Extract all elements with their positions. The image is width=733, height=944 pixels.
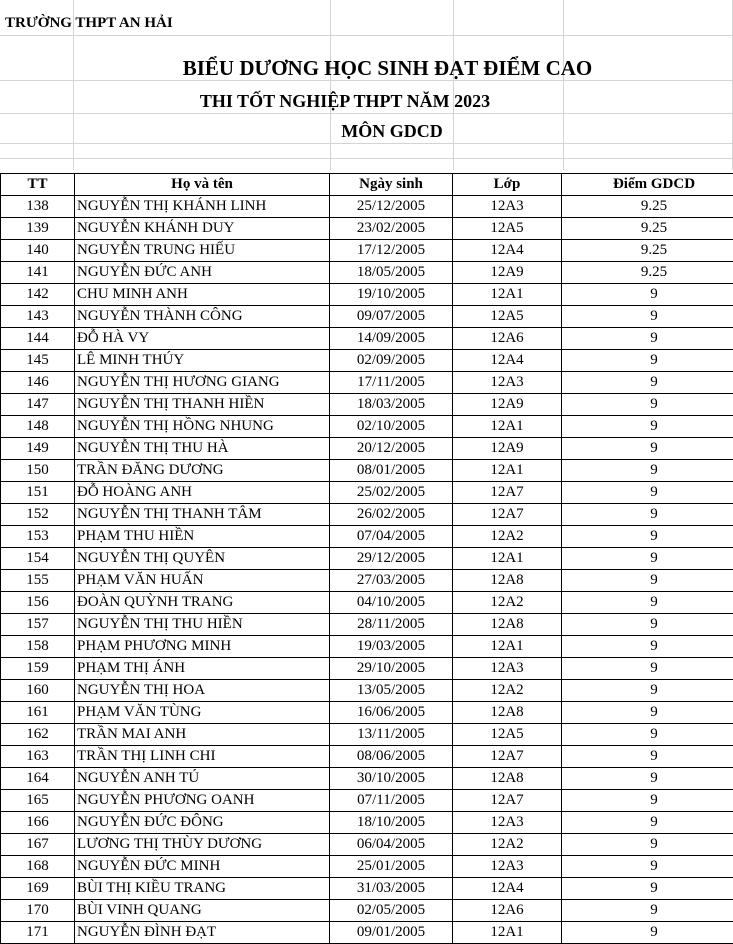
cell-score: 9.25 — [562, 218, 733, 240]
table-row — [1, 460, 733, 482]
table-row — [1, 790, 733, 812]
cell-name: CHU MINH ANH — [75, 284, 330, 306]
cell-name: BÙI THỊ KIỀU TRANG — [75, 878, 330, 900]
table-row — [1, 658, 733, 680]
cell-name: NGUYỄN THÀNH CÔNG — [75, 306, 330, 328]
cell-name: PHẠM THU HIỀN — [75, 526, 330, 548]
cell-score: 9 — [562, 768, 733, 790]
cell-tt: 138 — [1, 196, 75, 218]
cell-tt: 168 — [1, 856, 75, 878]
cell-dob: 02/05/2005 — [330, 900, 453, 922]
cell-name: ĐOÀN QUỲNH TRANG — [75, 592, 330, 614]
cell-score: 9 — [562, 570, 733, 592]
cell-tt: 165 — [1, 790, 75, 812]
cell-name: NGUYỄN ANH TÚ — [75, 768, 330, 790]
cell-tt: 140 — [1, 240, 75, 262]
cell-dob: 06/04/2005 — [330, 834, 453, 856]
table-row — [1, 922, 733, 944]
cell-tt: 142 — [1, 284, 75, 306]
cell-dob: 16/06/2005 — [330, 702, 453, 724]
cell-score: 9 — [562, 680, 733, 702]
cell-score: 9 — [562, 702, 733, 724]
cell-dob: 17/11/2005 — [330, 372, 453, 394]
cell-name: PHẠM THỊ ÁNH — [75, 658, 330, 680]
cell-tt: 170 — [1, 900, 75, 922]
cell-score: 9.25 — [562, 240, 733, 262]
document-subtitle: THI TỐT NGHIỆP THPT NĂM 2023 — [0, 91, 690, 112]
cell-class: 12A7 — [453, 504, 562, 526]
cell-tt: 139 — [1, 218, 75, 240]
column-header-class: Lớp — [453, 174, 562, 196]
cell-score: 9 — [562, 834, 733, 856]
cell-tt: 152 — [1, 504, 75, 526]
school-name: TRƯỜNG THPT AN HẢI — [5, 15, 173, 32]
column-header-score: Điểm GDCD — [562, 174, 733, 196]
cell-class: 12A2 — [453, 834, 562, 856]
cell-name: ĐỖ HÀ VY — [75, 328, 330, 350]
cell-class: 12A2 — [453, 526, 562, 548]
cell-class: 12A1 — [453, 284, 562, 306]
cell-score: 9 — [562, 526, 733, 548]
cell-tt: 171 — [1, 922, 75, 944]
table-row — [1, 614, 733, 636]
cell-name: NGUYỄN PHƯƠNG OANH — [75, 790, 330, 812]
cell-tt: 169 — [1, 878, 75, 900]
cell-class: 12A4 — [453, 350, 562, 372]
cell-tt: 149 — [1, 438, 75, 460]
table-row — [1, 900, 733, 922]
cell-dob: 07/04/2005 — [330, 526, 453, 548]
cell-name: NGUYỄN THỊ HOA — [75, 680, 330, 702]
cell-class: 12A8 — [453, 702, 562, 724]
table-row — [1, 482, 733, 504]
cell-dob: 31/03/2005 — [330, 878, 453, 900]
table-row — [1, 240, 733, 262]
cell-class: 12A4 — [453, 878, 562, 900]
cell-score: 9 — [562, 812, 733, 834]
cell-tt: 143 — [1, 306, 75, 328]
table-row — [1, 834, 733, 856]
table-row — [1, 372, 733, 394]
cell-dob: 27/03/2005 — [330, 570, 453, 592]
cell-tt: 161 — [1, 702, 75, 724]
cell-name: BÙI VINH QUANG — [75, 900, 330, 922]
cell-dob: 17/12/2005 — [330, 240, 453, 262]
cell-tt: 158 — [1, 636, 75, 658]
cell-class: 12A7 — [453, 790, 562, 812]
cell-name: LÊ MINH THÚY — [75, 350, 330, 372]
cell-tt: 162 — [1, 724, 75, 746]
cell-class: 12A8 — [453, 570, 562, 592]
cell-tt: 156 — [1, 592, 75, 614]
cell-dob: 25/02/2005 — [330, 482, 453, 504]
cell-score: 9 — [562, 504, 733, 526]
cell-dob: 18/05/2005 — [330, 262, 453, 284]
table-row — [1, 504, 733, 526]
table-row — [1, 548, 733, 570]
cell-dob: 30/10/2005 — [330, 768, 453, 790]
cell-dob: 02/10/2005 — [330, 416, 453, 438]
cell-name: TRẦN ĐĂNG DƯƠNG — [75, 460, 330, 482]
cell-class: 12A6 — [453, 900, 562, 922]
table-row — [1, 526, 733, 548]
cell-score: 9 — [562, 878, 733, 900]
cell-name: ĐỖ HOÀNG ANH — [75, 482, 330, 504]
cell-score: 9 — [562, 636, 733, 658]
cell-class: 12A3 — [453, 812, 562, 834]
cell-name: NGUYỄN THỊ THANH HIỀN — [75, 394, 330, 416]
table-row — [1, 592, 733, 614]
cell-name: NGUYỄN TRUNG HIẾU — [75, 240, 330, 262]
cell-score: 9 — [562, 856, 733, 878]
cell-name: NGUYỄN THỊ THU HIỀN — [75, 614, 330, 636]
cell-score: 9 — [562, 614, 733, 636]
cell-tt: 145 — [1, 350, 75, 372]
cell-tt: 146 — [1, 372, 75, 394]
cell-name: NGUYỄN ĐỨC ĐÔNG — [75, 812, 330, 834]
cell-tt: 153 — [1, 526, 75, 548]
cell-class: 12A1 — [453, 548, 562, 570]
table-row — [1, 636, 733, 658]
cell-tt: 151 — [1, 482, 75, 504]
cell-name: TRẦN THỊ LINH CHI — [75, 746, 330, 768]
table-row — [1, 680, 733, 702]
table-row — [1, 878, 733, 900]
cell-class: 12A9 — [453, 262, 562, 284]
cell-class: 12A3 — [453, 658, 562, 680]
cell-tt: 148 — [1, 416, 75, 438]
cell-name: NGUYỄN ĐỨC ANH — [75, 262, 330, 284]
cell-dob: 18/10/2005 — [330, 812, 453, 834]
table-header-row — [1, 174, 733, 196]
cell-name: NGUYỄN THỊ KHÁNH LINH — [75, 196, 330, 218]
cell-name: NGUYỄN ĐÌNH ĐẠT — [75, 922, 330, 944]
cell-score: 9 — [562, 416, 733, 438]
cell-dob: 25/01/2005 — [330, 856, 453, 878]
cell-dob: 26/02/2005 — [330, 504, 453, 526]
document-title: BIỂU DƯƠNG HỌC SINH ĐẠT ĐIỂM CAO — [0, 56, 733, 81]
cell-class: 12A3 — [453, 372, 562, 394]
cell-dob: 02/09/2005 — [330, 350, 453, 372]
table-row — [1, 394, 733, 416]
column-header-name: Họ và tên — [75, 174, 330, 196]
table-row — [1, 702, 733, 724]
cell-score: 9 — [562, 746, 733, 768]
cell-tt: 167 — [1, 834, 75, 856]
cell-score: 9 — [562, 658, 733, 680]
cell-dob: 08/01/2005 — [330, 460, 453, 482]
cell-name: NGUYỄN ĐỨC MINH — [75, 856, 330, 878]
cell-dob: 08/06/2005 — [330, 746, 453, 768]
table-row — [1, 570, 733, 592]
table-row — [1, 856, 733, 878]
cell-score: 9 — [562, 482, 733, 504]
cell-dob: 19/10/2005 — [330, 284, 453, 306]
cell-name: TRẦN MAI ANH — [75, 724, 330, 746]
cell-tt: 147 — [1, 394, 75, 416]
cell-class: 12A8 — [453, 768, 562, 790]
cell-class: 12A7 — [453, 482, 562, 504]
cell-name: LƯƠNG THỊ THÙY DƯƠNG — [75, 834, 330, 856]
cell-dob: 29/10/2005 — [330, 658, 453, 680]
cell-tt: 154 — [1, 548, 75, 570]
table-row — [1, 724, 733, 746]
cell-tt: 160 — [1, 680, 75, 702]
cell-tt: 166 — [1, 812, 75, 834]
cell-name: NGUYỄN THỊ QUYÊN — [75, 548, 330, 570]
cell-class: 12A1 — [453, 416, 562, 438]
cell-class: 12A5 — [453, 218, 562, 240]
cell-class: 12A6 — [453, 328, 562, 350]
cell-dob: 13/11/2005 — [330, 724, 453, 746]
table-row — [1, 306, 733, 328]
cell-dob: 07/11/2005 — [330, 790, 453, 812]
cell-dob: 20/12/2005 — [330, 438, 453, 460]
score-table — [0, 173, 733, 944]
cell-tt: 157 — [1, 614, 75, 636]
cell-class: 12A7 — [453, 746, 562, 768]
cell-score: 9 — [562, 372, 733, 394]
subject-title: MÔN GDCD — [0, 121, 733, 142]
table-row — [1, 284, 733, 306]
cell-dob: 18/03/2005 — [330, 394, 453, 416]
cell-name: NGUYỄN THỊ HƯƠNG GIANG — [75, 372, 330, 394]
cell-class: 12A5 — [453, 724, 562, 746]
cell-class: 12A1 — [453, 460, 562, 482]
cell-score: 9 — [562, 350, 733, 372]
table-row — [1, 438, 733, 460]
cell-class: 12A1 — [453, 636, 562, 658]
table-row — [1, 812, 733, 834]
table-row — [1, 218, 733, 240]
column-header-dob: Ngày sinh — [330, 174, 453, 196]
cell-score: 9 — [562, 922, 733, 944]
table-row — [1, 746, 733, 768]
table-row — [1, 768, 733, 790]
cell-score: 9 — [562, 548, 733, 570]
table-row — [1, 416, 733, 438]
cell-dob: 09/01/2005 — [330, 922, 453, 944]
cell-tt: 159 — [1, 658, 75, 680]
cell-score: 9 — [562, 438, 733, 460]
cell-score: 9 — [562, 460, 733, 482]
cell-name: NGUYỄN KHÁNH DUY — [75, 218, 330, 240]
cell-score: 9 — [562, 328, 733, 350]
cell-dob: 23/02/2005 — [330, 218, 453, 240]
cell-score: 9.25 — [562, 262, 733, 284]
cell-name: PHẠM PHƯƠNG MINH — [75, 636, 330, 658]
cell-name: PHẠM VĂN HUẤN — [75, 570, 330, 592]
table-row — [1, 328, 733, 350]
cell-class: 12A3 — [453, 856, 562, 878]
table-row — [1, 196, 733, 218]
cell-score: 9 — [562, 394, 733, 416]
cell-dob: 19/03/2005 — [330, 636, 453, 658]
cell-name: NGUYỄN THỊ THU HÀ — [75, 438, 330, 460]
cell-score: 9 — [562, 900, 733, 922]
cell-score: 9 — [562, 790, 733, 812]
cell-score: 9 — [562, 306, 733, 328]
table-row — [1, 350, 733, 372]
column-header-tt: TT — [1, 174, 75, 196]
cell-score: 9.25 — [562, 196, 733, 218]
cell-class: 12A9 — [453, 438, 562, 460]
cell-class: 12A4 — [453, 240, 562, 262]
cell-name: PHẠM VĂN TÙNG — [75, 702, 330, 724]
cell-tt: 150 — [1, 460, 75, 482]
cell-dob: 25/12/2005 — [330, 196, 453, 218]
table-body — [1, 196, 733, 944]
cell-class: 12A2 — [453, 680, 562, 702]
cell-class: 12A8 — [453, 614, 562, 636]
cell-dob: 09/07/2005 — [330, 306, 453, 328]
cell-tt: 163 — [1, 746, 75, 768]
cell-dob: 04/10/2005 — [330, 592, 453, 614]
cell-dob: 29/12/2005 — [330, 548, 453, 570]
cell-class: 12A5 — [453, 306, 562, 328]
cell-class: 12A3 — [453, 196, 562, 218]
cell-name: NGUYỄN THỊ THANH TÂM — [75, 504, 330, 526]
cell-tt: 144 — [1, 328, 75, 350]
cell-tt: 155 — [1, 570, 75, 592]
cell-score: 9 — [562, 284, 733, 306]
cell-score: 9 — [562, 724, 733, 746]
cell-name: NGUYỄN THỊ HỒNG NHUNG — [75, 416, 330, 438]
cell-dob: 14/09/2005 — [330, 328, 453, 350]
cell-class: 12A1 — [453, 922, 562, 944]
table-row — [1, 262, 733, 284]
cell-class: 12A9 — [453, 394, 562, 416]
cell-class: 12A2 — [453, 592, 562, 614]
cell-dob: 13/05/2005 — [330, 680, 453, 702]
cell-dob: 28/11/2005 — [330, 614, 453, 636]
cell-score: 9 — [562, 592, 733, 614]
cell-tt: 141 — [1, 262, 75, 284]
cell-tt: 164 — [1, 768, 75, 790]
